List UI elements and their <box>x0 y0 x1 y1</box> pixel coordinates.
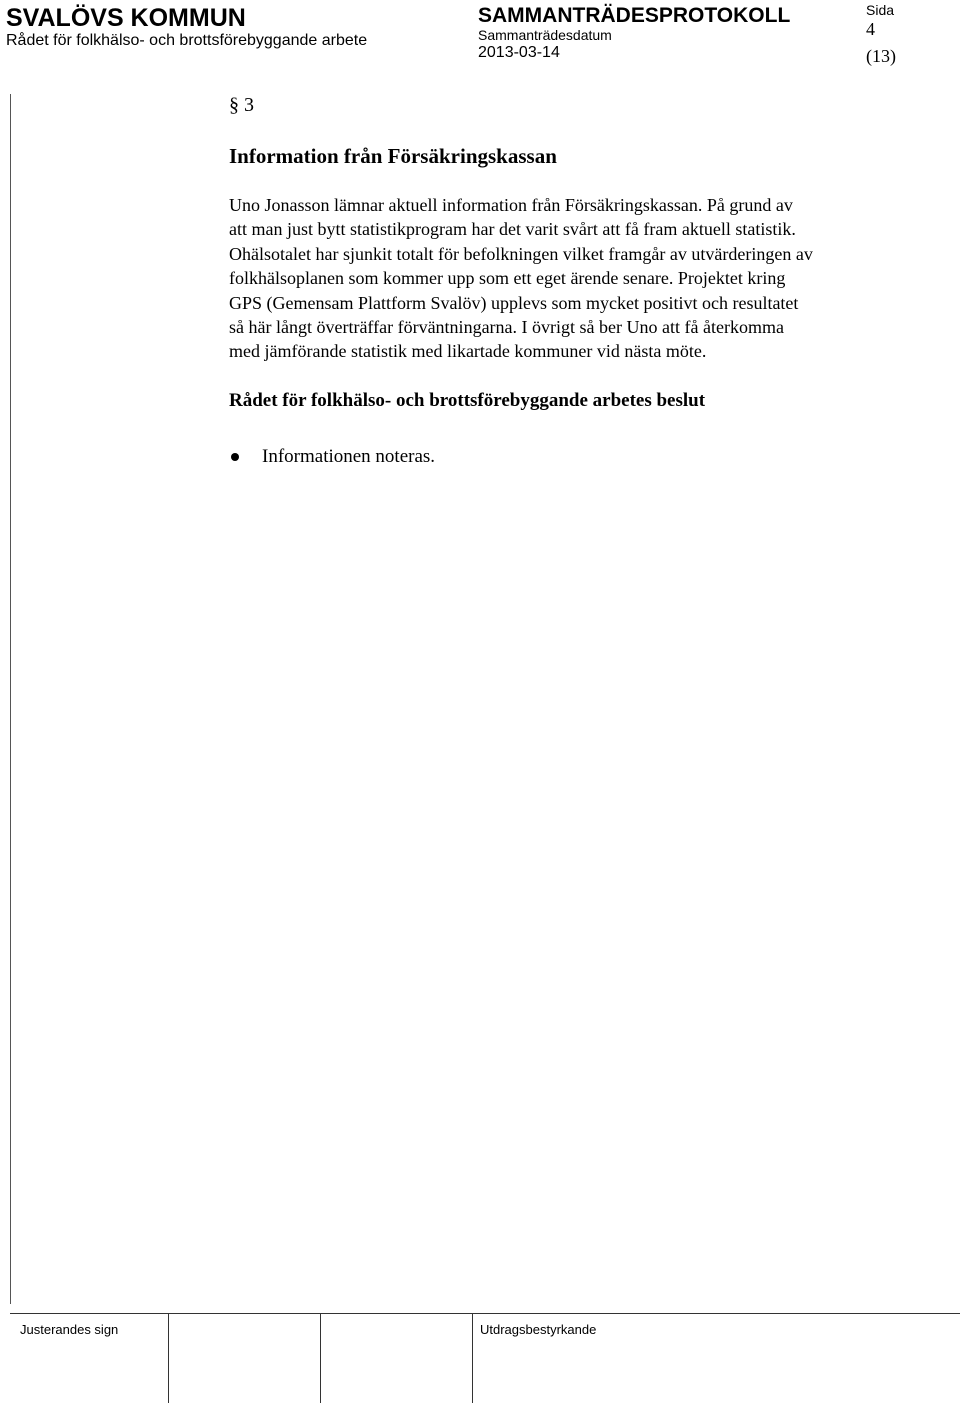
section-body: Uno Jonasson lämnar aktuell information från Försäkringskassan. På grund av att man just bytt statistikprogram har det varit svårt att få fram aktuell statistik. Ohälsotalet har sjunkit totalt för befolkningen vilket framgår av utvärderingen av folkhälsoplanen som kommer upp som ett eget ärende senare. Projektet kring GPS (Gemensam Plattform Svalöv) upplevs som mycket positivt och resultatet så här långt överträffar förväntningarna. I övrigt så ber Uno att få återkomma med jämförande statistik med likartade kommuner vid nästa möte. <box>229 195 813 362</box>
footer-rule <box>10 1313 960 1314</box>
decision-heading: Rådet för folkhälso- och brottsförebyggande arbetes beslut <box>229 390 706 411</box>
meeting-date-value: 2013-03-14 <box>478 44 560 61</box>
extract-certification-label: Utdragsbestyrkande <box>480 1322 597 1337</box>
page-label: Sida <box>866 2 895 18</box>
footer-separator <box>472 1313 473 1403</box>
board-name: Rådet för folkhälso- och brottsförebyggande arbete <box>6 32 368 49</box>
decision-text: Informationen noteras. <box>262 446 436 467</box>
section-title: Information från Försäkringskassan <box>229 144 557 168</box>
document-type: SAMMANTRÄDESPROTOKOLL <box>478 4 791 27</box>
page-total: (13) <box>866 46 896 66</box>
section-number: § 3 <box>229 94 254 116</box>
page-number: 4 <box>866 19 875 39</box>
meeting-date-label: Sammanträdesdatum <box>478 27 612 43</box>
bullet-icon <box>231 453 239 461</box>
signature-label: Justerandes sign <box>20 1322 119 1337</box>
municipality-name: SVALÖVS KOMMUN <box>6 4 246 32</box>
margin-line <box>10 94 11 1304</box>
footer-separator <box>168 1313 169 1403</box>
decision-item <box>229 446 435 468</box>
footer-separator <box>320 1313 321 1403</box>
